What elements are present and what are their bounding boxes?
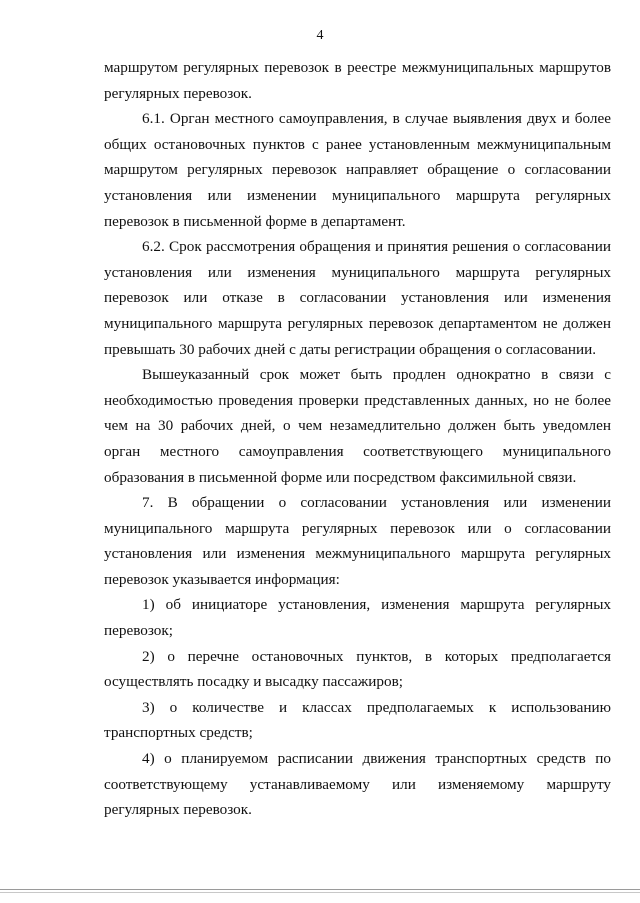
paragraph-deadline-extension: Вышеуказанный срок может быть продлен однократно в связи с необходимостью проведения проверки представленных данных, но не более чем на 30 рабочих дней, о чем незамедлительно должен быть уведомлен орган местного самоуправления соответствующего муниципального образования в письменной форме или посредством факсимильной связи. — [104, 366, 611, 486]
document-body — [104, 55, 611, 823]
paragraph-continuation: маршрутом регулярных перевозок в реестре межмуниципальных маршрутов регулярных перевозок. — [104, 59, 611, 102]
list-item-initiator: 1) об инициаторе установления, изменения маршрута регулярных перевозок; — [104, 596, 611, 640]
paragraph-6-2: 6.2. Срок рассмотрения обращения и принятия решения о согласовании установления или изменения муниципального маршрута регулярных перевозок или отказе в согласовании установления или изменения муниципального маршрута регулярных перевозок департаментом не должен превышать 30 рабочих дней с даты регистрации обращения о согласовании. — [104, 238, 611, 358]
scan-edge-line — [0, 889, 640, 890]
scan-edge-line-secondary — [0, 892, 640, 893]
paragraph-6-1: 6.1. Орган местного самоуправления, в случае выявления двух и более общих остановочных пунктов с ранее установленным межмуниципальным маршрутом регулярных перевозок направляет обращение о согласовании установления или изменении муниципального маршрута регулярных перевозок в письменной форме в департамент. — [104, 110, 611, 230]
paragraph-7: 7. В обращении о согласовании установления или изменении муниципального маршрута регулярных перевозок или о согласовании установления или изменения межмуниципального маршрута регулярных перевозок указывается информация: — [104, 494, 611, 588]
list-item-schedule: 4) о планируемом расписании движения транспортных средств по соответствующему устанавливаемому или изменяемому маршруту регулярных перевозок. — [104, 750, 611, 819]
list-item-vehicles: 3) о количестве и классах предполагаемых к использованию транспортных средств; — [104, 698, 611, 742]
list-item-stops: 2) о перечне остановочных пунктов, в которых предполагается осуществлять посадку и высадку пассажиров; — [104, 647, 611, 691]
page-number: 4 — [316, 28, 324, 43]
